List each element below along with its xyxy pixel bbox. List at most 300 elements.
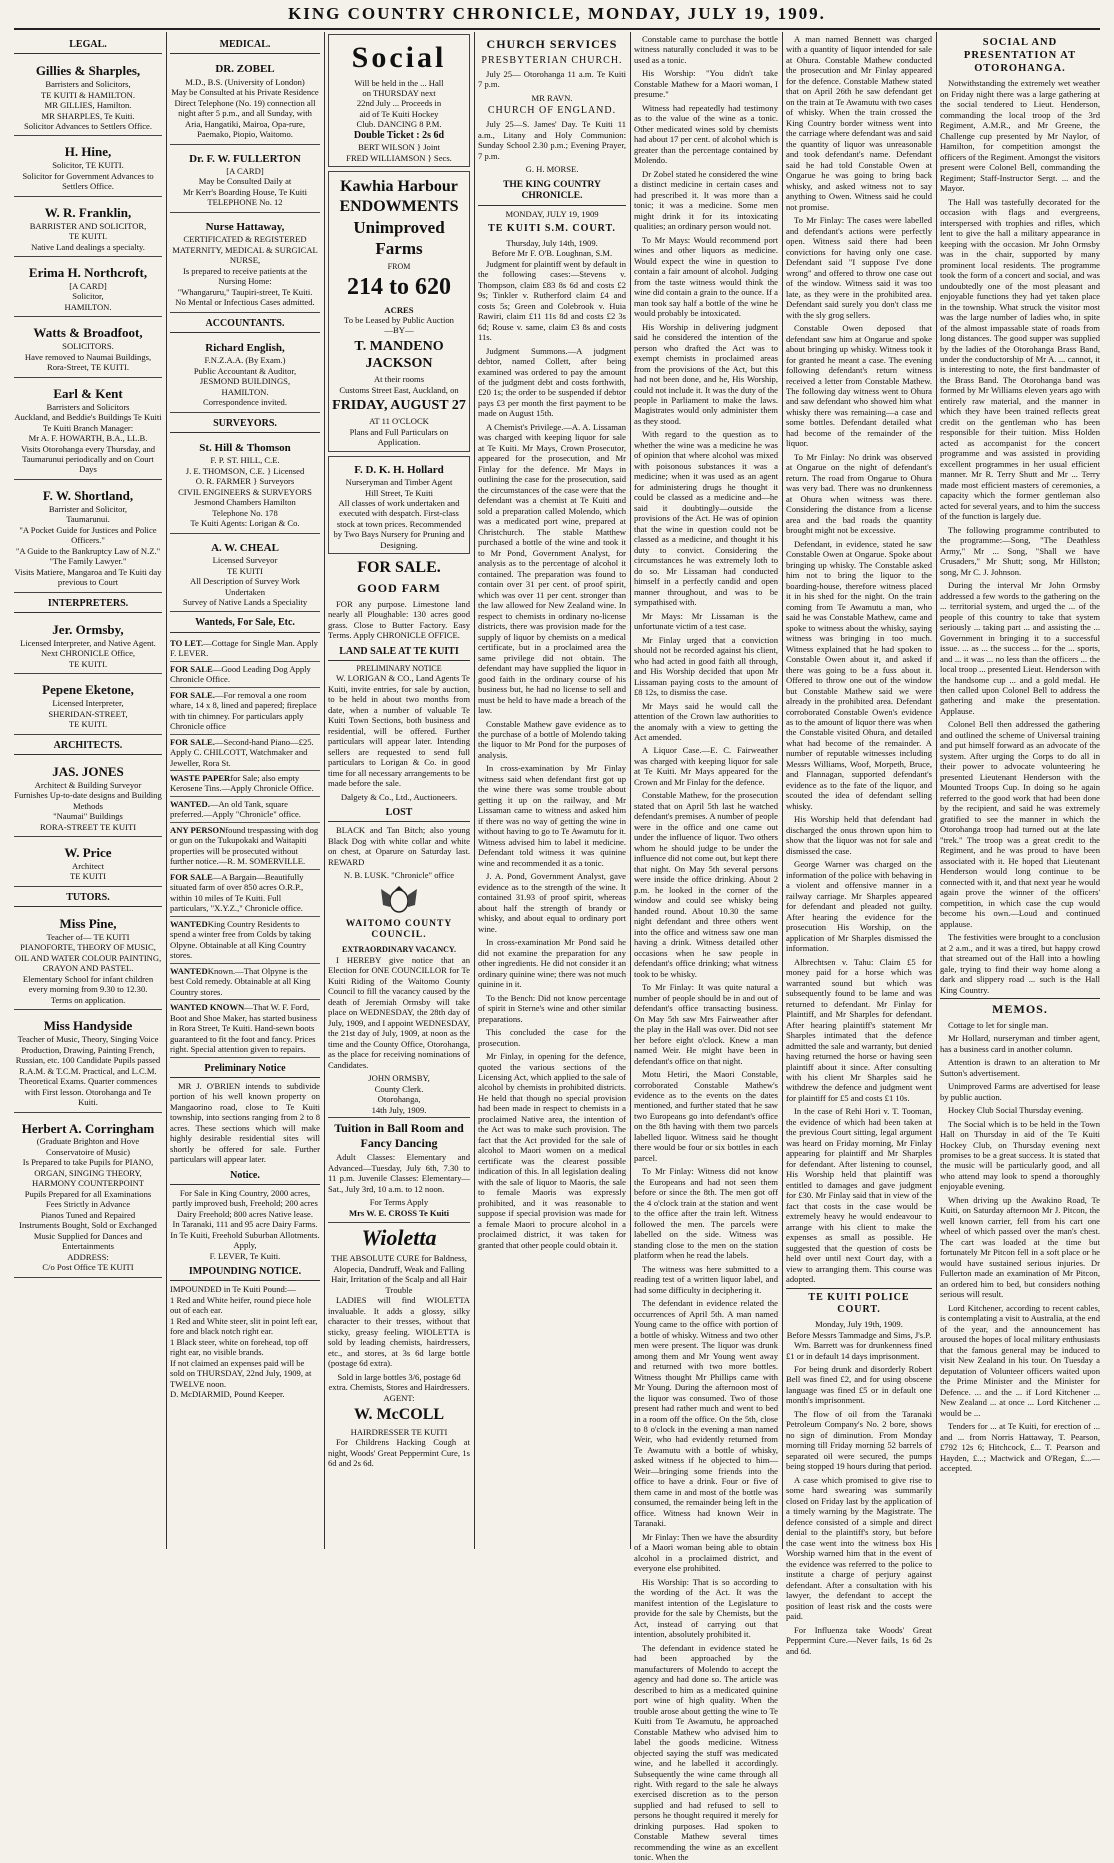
business-card — [14, 199, 162, 257]
classified-ad — [170, 771, 320, 797]
cheal-card — [170, 536, 320, 613]
card-line: TE KUITI — [69, 871, 107, 882]
medical-cards — [170, 57, 320, 312]
acres-range: 214 to 620 — [347, 274, 451, 301]
court-paragraph: Defendant, in evidence, stated he saw Constable Owen at Ongarue. Spoke about bringing up whisky. The Constable asked him not to bring the liquor to the boarding-house, therefore witness placed it in his shed for the night. On the train coming from Te Awamutu a man, who said he was Constable Mathew, came and spoke to witness about the whisky, saying witness was bringing in too much. Witness explained that he had spoken to Constable Owen about it, and asked if there was going to be a fuss about it. Offered to throw one out of the window but Constable Mathew said we were already in the prohibited area. Defendant corroborated Constable Owen's evidence as to the amount of liquor there was when the Constable visited Ohura, and detailed what had become of the remainder. A number of reputable witnesses including Messrs Williams, Woof, Morpeth, Bruce, and Flannagan, supported defendant's evidence as to the fate of the liquor, and scouted the idea of defendant selling whisky. — [786, 538, 932, 811]
ad-lead: FOR SALE. — [170, 736, 215, 747]
memo-paragraph: Mr Hollard, nurseryman and timber agent, has a business card in another column. — [940, 1033, 1100, 1054]
card-name: Pepene Eketone, — [42, 682, 134, 698]
impound-line: D. McDIARMID, Pound Keeper. — [170, 1389, 285, 1400]
card-line: BARRISTER AND SOLICITOR, — [29, 220, 147, 231]
column-church-court — [478, 34, 626, 1549]
land-sale-sign: Dalgety & Co., Ltd., Auctioneers. — [340, 791, 458, 802]
court-paragraph: Mr Finlay urged that a conviction should not be recorded against his client, who had acted in good faith all through, and His Worship decided that upon Mr Lissaman paying costs to the amount of £8 12s, to dismiss the case. — [634, 634, 778, 698]
classified-ad — [170, 636, 320, 662]
classified-ads — [170, 636, 320, 1058]
card-line: Survey of Native Lands a Speciality — [182, 596, 308, 607]
architect-cards — [14, 758, 162, 887]
card-line: Te Kuiti Agents: Lorigan & Co. — [190, 518, 300, 529]
vacancy-sign-line: County Clerk. — [374, 1083, 424, 1094]
hollard-ad — [328, 456, 470, 555]
ad-lead: TO LET. — [170, 637, 204, 648]
card-line: Visits Otorohanga every Thursday, and Taumarunui periodically and on Court Days — [20, 443, 156, 475]
court-paragraph: George Warner was charged on the information of the police with behaving in a violent and offensive manner in a railway carriage. Mr Sharples appeared for defendant and pleaded not guilty. After hearing the evidence for the prosecution His Worship, on the application of Mr Sharples dismissed the information. — [786, 859, 932, 954]
royal-crest-icon — [328, 885, 470, 915]
court-paragraph: Judgment for plaintiff went by default in the following cases:—Stevens v. Thompson, claim £83 8s 6d and costs £2 9s; Tinkler v. Rutherford claim £4 and costs 5s; Green and Colebrook v. Huia Rawiri, claim £11 11s 8d and costs £2 3s 6d; Rouse v. same, claim £3 8s and costs 11s. — [478, 258, 626, 343]
lost-text: BLACK and Tan Bitch; also young Black Dog with white collar and white on chest, at Oparure on Saturday last. REWARD — [328, 825, 470, 867]
column-legal — [14, 34, 162, 1549]
notice-line: In Te Kuiti, Freehold Suburban Allotments. — [170, 1229, 320, 1240]
card-line: Licensed Surveyor — [212, 555, 278, 566]
memo-paragraph: Lord Kitchener, according to recent cables, is contemplating a visit to Australia, at the end of the year, and the announcement has aroused the hopes of local military enthusiasts that the famous general may be induced to visit New Zealand in his tour. On Tuesday a deputation of Volunteer officers waited upon the Prime Minister and the Minister for Defence. ... and the ... if Lord Kitchener ... New Zealand ... at once ... Lord Kitchener ... would be ... — [940, 1302, 1100, 1418]
column-court-police — [786, 34, 932, 1656]
business-card — [170, 215, 320, 313]
card-line: Terms on application. — [50, 994, 126, 1005]
card-line: TE KUITI & HAMILTON. — [40, 89, 136, 100]
memos-list — [940, 1020, 1100, 1474]
tutor-cards — [14, 910, 162, 1278]
card-line: All Description of Survey Work Undertaken — [190, 576, 300, 597]
section-heading-interpreters: INTERPRETERS. — [14, 596, 162, 613]
court-paragraph: Mr Finlay, in opening for the defence, quoted the various sections of the Licensing Act, which applied to the sale of alcohol by chemists in prohibited districts. He held that though no special provision had been made in respect to chemists in a proclaimed Native area, the intention of the Act was to make such provision. The fact that the Act provided for the sale of alcohol to Maori women on a medical certificate was the clearest possible indication of this. In all legislation dealing with the sale of liquor to Maoris, the sale to female Maoris was expressly prohibited, and it was reasonable to suppose if special provision was made for a female Maori to procure alcohol in a proclaimed district, it was taken for granted that other people could obtain it. — [478, 1051, 626, 1250]
card-line: Barristers and Solicitors, — [45, 79, 131, 90]
section-heading-accountants: ACCOUNTANTS. — [170, 316, 320, 333]
court-paragraph: Judgment Summons.—A judgment debtor, named Collett, after being examined was ordered to pay the amount of the judgment debt and costs forthwith, £20 1s; the order to be suspended if debtor pays £3 per month the first payment to be made on August 15th. — [478, 345, 626, 419]
church-of-england-heading: CHURCH OF ENGLAND. — [487, 105, 617, 117]
card-line: JESMOND BUILDINGS, — [199, 376, 291, 387]
card-line: Music Supplied for Dances and Entertainments — [33, 1230, 143, 1252]
classified-ad — [170, 797, 320, 823]
card-line: Licensed Interpreter, — [52, 698, 124, 709]
wioletta-subheading: THE ABSOLUTE CURE for Baldness, Alopecia, Dandruff, Weak and Falling Hair, Irritation of the Scalp and all Hair Trouble — [331, 1253, 467, 1295]
ad-lead: FOR SALE. — [170, 689, 215, 700]
card-line: TELEPHONE No. 12 — [207, 197, 283, 208]
card-line: MATERNITY, MEDICAL & SURGICAL NURSE, — [172, 244, 318, 266]
business-card — [14, 138, 162, 196]
card-line: [A CARD] — [226, 165, 264, 176]
ad-text: found trespassing with dog or gun on the Tukupokaki and Waitapiti properties will be prosecuted without further notice.—R. M. SOMERVILLE. — [170, 824, 319, 867]
for-sale-heading: FOR SALE. — [357, 559, 441, 577]
column-divider — [324, 32, 325, 1549]
social-ad — [328, 34, 470, 167]
ad-text: —Good Leading Dog Apply Chronicle Office. — [170, 663, 311, 685]
ad-text: —Second-hand Piano—£25. Apply C. CHILCOTT, Watchmaker and Jeweller, Rora St. — [170, 736, 314, 768]
church-of-england-sign: G. H. MORSE. — [525, 164, 579, 175]
ad-lead: WANTED — [170, 918, 208, 929]
card-line: J. E. THOMSON, C.E. } Licensed — [185, 465, 305, 476]
preliminary-notice-text: MR J. O'BRIEN intends to subdivide portion of his well known property on Mangaorino road, close to Te Kuiti township, into sections ranging from 2 to 8 acres. These sections which will make highly desirable residential sites will shortly be offered for sale. Further particulars will appear later. — [170, 1080, 320, 1165]
land-sale-heading: LAND SALE AT TE KUITI — [328, 644, 470, 661]
card-line: (Graduate Brighton and Hove Conservatoire of Music) — [36, 1136, 140, 1157]
auction-address: Customs Street East, Auckland, on — [339, 384, 459, 395]
classified-ad — [170, 662, 320, 688]
acres-label: ACRES — [384, 304, 414, 315]
memo-paragraph: When driving up the Awakino Road, Te Kuiti, on Saturday afternoon Mr J. Pitcon, the well known carrier, fell from his cart one wheel of which passed over the man's chest. The cart was loaded at the time but fortunately Mr Pitcon fell in a soft place or he would have sustained serious injuries. Dr Fullerton made an examination of Mr Pitcon, an ordered him to bed, but considers nothing serious will result. — [940, 1194, 1100, 1300]
council-heading: WAITOMO COUNTY COUNCIL. — [345, 918, 453, 941]
agent-label: AGENT: — [383, 1392, 415, 1403]
card-name: W. Price — [64, 844, 112, 860]
section-heading-architects: ARCHITECTS. — [14, 738, 162, 755]
card-line: Jesmond Chambers Hamilton — [194, 497, 296, 508]
card-name: Gillies & Sharples, — [35, 63, 141, 79]
court-paragraph: In the case of Rehi Hori v. T. Tooman, the evidence of which had been taken at the previous Court sitting, legal argument was heard on Friday morning, Mr Finlay appearing for plaintiff and Mr Sharples for defendant. After listening to counsel, His Worship held that plaintiff was entitled to damages and gave judgment for £30. Mr Finlay said that in view of the fact that costs in the case would be extremely heavy he would endeavour to arrange with his client to make the expenses as small as possible. He suggested that the question of costs be held over until next Court day, with a view to arranging them. This course was adopted. — [786, 1106, 932, 1285]
court-paragraph: Mr Mays: Mr Lissaman is the unfortunate victim of a test case. — [634, 610, 778, 632]
card-line: TE KUITI. — [68, 231, 108, 242]
court-report-continued — [634, 34, 778, 1863]
ad-text: Known.—That Olpyne is the best Cold remedy. Obtainable at all King Country stores. — [170, 965, 311, 997]
section-heading-notice: Notice. — [170, 1168, 320, 1185]
section-heading-surveyors: SURVEYORS. — [170, 416, 320, 433]
auction-time: AT 11 O'CLOCK — [369, 416, 429, 427]
vacancy-text: I HEREBY give notice that an Election for ONE COUNCILLOR for Te Kuiti Riding of the Waitomo County Council to fill the vacancy caused by the death of Jeremiah Ormsby will take place on WEDNESDAY, the 28th day of July, 1909, and I appoint WEDNESDAY, the 21st day of July, 1909, at noon as the time and the County Office, Otorohanga, as the place for receiving nominations of Candidates. — [328, 954, 470, 1070]
kawhia-title: Kawhia Harbour ENDOWMENTS — [339, 178, 459, 215]
social-report — [940, 78, 1100, 995]
section-heading-tutors: TUTORS. — [14, 890, 162, 907]
business-card — [14, 910, 162, 1010]
memo-paragraph: The Social which is to be held in the Town Hall on Thursday in aid of the Te Kuiti Hockey Club, on Thursday evening next promises to be a great success. It is stated that the music will be particularly good, and all who attend may look to spend a thoroughly enjoyable evening. — [940, 1118, 1100, 1192]
card-line: Solicitor, TE KUITI. — [52, 160, 124, 171]
card-line: Barrister and Solicitor, — [48, 503, 128, 514]
section-heading-preliminary: Preliminary Notice — [170, 1061, 320, 1078]
ad-text: —An old Tank, square preferred.—Apply "Chronicle" office. — [170, 798, 301, 820]
card-line: Furnishes Up-to-date designs and Building Methods — [14, 790, 162, 811]
notice-line: In Taranaki, 111 and 95 acre Dairy Farms. — [172, 1219, 318, 1230]
business-card — [14, 676, 162, 734]
oil-and-misc-paras — [786, 1409, 932, 1656]
card-name: DR. ZOBEL — [215, 63, 275, 76]
card-line: HAMILTON. — [64, 301, 112, 312]
classified-ad — [170, 917, 320, 964]
court-paragraph: The defendant in evidence stated he had been approached by the manufacturers of Molendo to accept the agency and had done so. The article was described to him as a medicated quinine port wine of high quality. When the trouble arose about getting the wine to Te Kuiti from Te Awamutu, he approached Constable Mathew who advised him to label the goods medicine. Witness objected saying the stuff was medicated wine, and he labelled it accordingly. Subsequently the wine came through all right. With regard to the sale he always exercised discretion as to the person supplied and had refused to sell to persons he thought required it merely for drinking purposes. Had spoken to Constable Mathew several times recommending the wine as an excellent tonic. When the — [634, 1642, 778, 1863]
vacancy-sign-line: JOHN ORMSBY, — [368, 1073, 430, 1084]
card-line: TE KUITI. — [68, 658, 108, 669]
card-line: TE KUITI — [226, 565, 264, 576]
card-line: Visits Matiere, Mangaroa and Te Kuiti day previous to Court — [14, 566, 162, 588]
police-paragraph: For being drunk and disorderly Robert Bell was fined £2, and for using obscene language was fined £5 or in default one month's imprisonment. — [786, 1363, 932, 1406]
masthead-rule — [14, 28, 1100, 30]
plans-line: Plans and Full Particulars on Application. — [349, 426, 449, 448]
police-court-heading: TE KUITI POLICE COURT. — [786, 1288, 932, 1316]
card-line: Direct Telephone (No. 19) connection all night after 5 p.m., and all Sunday, with Aria, Hangatiki, Mairoa, Opa-rure, Paemako, Piopio, Waitomo. — [174, 97, 316, 140]
court-paragraph: To Mr Mays: Would recommend port wines and other liquors as medicine. Would expect the wine in question to contain a fair amount of alcohol. Judging from the taste witness would think the wine did contain a grain to the ounce. If a man took say half a bottle of the wine he would probably be intoxicated. — [634, 234, 778, 319]
ad-text: for Sale; also empty Kerosene Tins.—Apply Chronicle Office. — [170, 772, 314, 794]
card-line: "The Family Lawyer." — [49, 556, 127, 567]
social-paragraph: During the interval Mr John Ormsby addressed a few words to the gathering on the ... territorial system, and urged the ... of the people of this country to take that system seriously ... taking part ... and assisting the ... Government in bringing it to a successful issue. ... as ... the success ... for the ... sports, and ... it was ... no less than the officers ... the local troop ... presented Lieut. Henderson with the handsome cup ... and a gold medal. He then called upon Colonel Bell to address the gathering and make the presentation. Applause. — [940, 580, 1100, 716]
card-name: Watts & Broadfoot, — [33, 325, 143, 341]
section-heading-wanteds: Wanteds, For Sale, Etc. — [170, 615, 320, 632]
social-line: Will be held in the ... Hall — [354, 77, 444, 88]
impound-line: 1 Red and White heifer, round piece hole out of each ear. — [170, 1294, 312, 1316]
court-paragraph: A Chemist's Privilege.—A. A. Lissaman was charged with keeping liquor for sale at Te Kuiti. Mr Mays, Crown Prosecutor, appeared for the prosecution, and Mr Finlay for the defence. Mr Mays in outlining the case for the prosecution, said the circumstances of the case were that the defendant was a chemist at Te Kuiti and sold a preparation called Molendo, which was a medicated port wine, prepared at Christchurch. The stable Matthew purchased a bottle of the wine and took it to Mr Pond, Government Analyst, for analysis as to the percentage of alcohol it contained. The preparation was found to contain over 31 per cent. of proof spirit, which was over 11 per cent. stronger than the law allowed for New Zealand wine. In respect to chemists in ordinary no-license districts, there was provision made for the supply of liquor by chemists on a medical certificate, but in a proclaimed area the same privilege did not obtain. The defendant may have supplied the liquor in good faith in the ordinary course of his business but, he had no license to sell and must be held to have made a breach of the law. — [478, 421, 626, 716]
ad-text: —For removal a one room whare, 14 x 8, lined and papered; fireplace with tin chimney. For particulars apply Chronicle office — [170, 689, 317, 732]
court-paragraph: Constable Mathew, for the prosecution stated that on April 5th last he watched defendant's premises. A number of people were in the office and one came out under the influence of liquor. Two others whom he should judge to be under the influence did not come out, but kept there that night. On May 5th several persons were inside the office drinking. About 2 p.m. he looked in the corner of the window and could see whisky being handed round. About 10.30 the same night defendant and three others went into the office and witness saw one man having a drink. Witness detailed other occasions when he saw people in defendant's office drinking; what witness took to be whisky. — [634, 790, 778, 979]
court-paragraph: To the Bench: Did not know percentage of spirit in Sterne's wine and other similar preparations. — [478, 992, 626, 1024]
card-line: Instruments Bought, Sold or Exchanged — [19, 1220, 157, 1231]
vacancy-heading: EXTRAORDINARY VACANCY. — [342, 945, 456, 955]
card-line: C/o Post Office TE KUITI — [42, 1262, 134, 1273]
card-name: Herbert A. Corringham — [21, 1120, 155, 1136]
wioletta-text: LADIES will find WIOLETTA invaluable. It adds a glossy, silky character to their tresses, without that sticky, greasy feeling. WIOLETTA is sold by leading chemists, hairdressers, etc., and stores, at 3s 6d large bottle (postage 6d extra). — [328, 1295, 470, 1369]
court-paragraph: Albrechtsen v. Tahu: Claim £5 for money paid for a horse which was warranted sound but which was subsequently found to be lame and was returned to defendant. Mr Finlay for Plaintiff, and Mr Sharples for defendant. After hearing plaintiff's statement Mr Sharples intimated that the defence admitted the sale and warranty, but denied having returned the horse or having seen plaintiff about it since. After consulting with his client Mr Sharples said he withdrew the defence and judgment went for plaintiff for £5 and costs £1 10s. — [786, 956, 932, 1103]
card-line: Correspondence invited. — [202, 397, 287, 408]
land-sale-text: W. LORIGAN & CO., Land Agents Te Kuiti, invite entries, for sale by auction, to be held in about two months from date, when a number of valuable Te Kuiti Town Sections, both business and residential, will be offered. Further particulars will appear later. Intending sellers are requested to send full particulars to Lorigan & Co. in good time for all necessary arrangements to be made before the sale. — [328, 673, 470, 789]
kawhia-ad — [328, 171, 470, 452]
paper-date: MONDAY, JULY 19, 1909 — [505, 209, 599, 220]
section-heading-legal: LEGAL. — [14, 37, 162, 54]
column-court-continued — [634, 34, 778, 1863]
section-heading-medical: MEDICAL. — [170, 37, 320, 54]
card-line: Taumarunui. — [66, 514, 110, 525]
card-line: Solicitor, — [72, 291, 104, 302]
social-paragraph: The following programme contributed to the programme:—Song, "The Deathless Army," Mr ... Song, "Shall we have Crusaders," Mr Shutt; song, Mr Hillston; song, Mr C. J. Johnson. — [940, 524, 1100, 577]
social-paragraph: Notwithstanding the extremely wet weather on Friday night there was a large gathering at the social tendered to Lieut. Henderson, commanding the local troop of the 3rd Regiment, A.M.R., and Mr Greene, the Challenge cup presented by Mr Naylor, of Hamilton, for competition amongst the officers of the Regiment. Amongst the visitors present were Colonel Bell, commanding the Regiment; Staff-Instructor Sergt. ... and the Mayor. — [940, 78, 1100, 194]
card-name: A. W. CHEAL — [211, 541, 279, 554]
card-name: F. W. Shortland, — [42, 487, 134, 503]
column-social-memos — [940, 34, 1100, 1549]
card-line: SOLICITORS. — [62, 341, 114, 352]
court-paragraph: A Liquor Case.—E. C. Fairweather was charged with keeping liquor for sale at Te Kuiti. Mr Mays appeared for the Crown and Mr Finlay for the defence. — [634, 745, 778, 787]
news-paragraph: For Influenza take Woods' Great Peppermint Cure.—Never fails, 1s 6d 2s and 6d. — [786, 1624, 932, 1656]
interpreter-cards — [14, 616, 162, 735]
business-card — [14, 839, 162, 887]
card-name: W. R. Franklin, — [44, 204, 132, 220]
double-ticket: Double Ticket : 2s 6d — [353, 129, 445, 141]
card-line: "Naumai" Buildings — [53, 811, 123, 822]
card-line: Elementary School for infant children every morning from 9.30 to 12.30. — [22, 973, 154, 995]
lease-by: To be Leased by Public Auction — [344, 315, 454, 325]
card-line: Next CHRONICLE Office, — [40, 648, 136, 659]
business-card — [14, 380, 162, 480]
mccoll-line: HAIRDRESSER TE KUITI — [350, 1426, 448, 1437]
wioletta-sold: Sold in large bottles 3/6, postage 6d extra. Chemists, Stores and Hairdressers. — [328, 1371, 470, 1393]
card-line: ADDRESS: — [67, 1251, 109, 1262]
vacancy-sign — [328, 1073, 470, 1115]
card-line: TE KUITI. — [68, 719, 108, 730]
ad-text: King Country Residents to spend a winter free from Colds by taking Olpyne. Obtainable at all King Country stores. — [170, 918, 312, 961]
social-lines — [332, 78, 466, 130]
impound-line: IMPOUNDED in Te Kuiti Pound:— — [170, 1284, 296, 1295]
hollard-line: Nurseryman and Timber Agent — [345, 477, 453, 488]
memo-paragraph: Unimproved Farms are advertised for lease by public auction. — [940, 1081, 1100, 1102]
tuition-heading: Tuition in Ball Room and Fancy Dancing — [328, 1117, 470, 1150]
lost-sign: N. B. LUSK. "Chronicle" office — [343, 870, 455, 881]
card-line: Auckland, and Beddie's Buildings Te Kuiti — [14, 412, 162, 423]
card-line: F.N.Z.A.A. (By Exam.) — [204, 355, 286, 366]
business-card — [14, 616, 162, 674]
classified-ad — [170, 823, 320, 870]
presbyterian-text: July 25— Otorohanga 11 a.m. Te Kuiti 7 p.m. — [478, 68, 626, 90]
card-name: Dr. F. W. FULLERTON — [189, 152, 301, 165]
card-line: Teacher of Music, Theory, Singing Voice Production, Drawing, Painting French, Russian, etc. 100 Candidate Pupils passed R.A.M. & T.C.M. Practical, and L.C.M. Theoretical Exams. Quarter commences with First lesson. Otorohanga and Te Kuiti. — [15, 1034, 161, 1108]
hollard-line: Hill Street, Te Kuiti — [365, 487, 433, 498]
classified-ad — [170, 870, 320, 917]
card-line: Pianos Tuned and Repaired — [40, 1209, 136, 1220]
column-display-ads — [328, 34, 470, 1549]
ad-lead: ANY PERSON — [170, 824, 226, 835]
card-name: Miss Pine, — [59, 916, 117, 931]
social-line: on THURSDAY next — [362, 87, 436, 98]
card-line: "A Pocket Guide for Justices and Police Officers." — [19, 524, 157, 546]
social-secretaries — [332, 142, 466, 163]
card-line: Te Kuiti Branch Manager: — [42, 422, 134, 433]
court-cases — [786, 34, 932, 1285]
classified-ad — [170, 735, 320, 771]
card-line: Rora-Street, TE KUITI. — [47, 362, 129, 373]
card-name: Jer. Ormsby, — [52, 621, 124, 637]
impound-line: 1 Black steer, white on forehead, top off right ear, no visible brands. — [170, 1336, 309, 1358]
court-paragraph: His Worship: That is so according to the wording of the Act. It was the manifest intention of the Legislature to provide for the sale by Chemists, but the Act, instead of carrying out that intention, absolutely prohibited it. — [634, 1576, 778, 1640]
hollard-line: All classes of work undertaken and executed with despatch. First-class stock at town prices. Recommended by Two Bays Nursery for Pruning and Designing. — [333, 498, 465, 550]
ad-lead: WASTE PAPER — [170, 772, 231, 783]
card-line: CIVIL ENGINEERS & SURVEYORS — [178, 486, 312, 497]
tuition-sign: Mrs W. E. CROSS Te Kuiti — [348, 1207, 450, 1218]
court-paragraph: A man named Bennett was charged with a quantity of liquor intended for sale at Ohura. Constable Mathew conducted the prosecution and Mr Finlay appeared for the defence. Constable Mathew stated that on April 26th he saw defendant get on the train at Te Awamutu with two cases of whisky. When the train crossed the King Country border witness went into the carriage where defendant was and said the quantity of liquor was unreasonable and took defendant's name. Defendant said he had told Constable Owen at Ongarue he was going to bring back whisky, and asked witness not to say anything to Owen. Witness said he could not promise. — [786, 34, 932, 212]
court-paragraph: Constable Owen deposed that defendant saw him at Ongarue and spoke about bringing up whisky. Witness took it for granted he meant a case. The evening following defendant's return witness received a letter from Constable Mathew. The following day witness went to Ohura and saw defendant who showed him what whisky there was remaining—a case and some bottles. Defendant detailed what had become of the remainder of the liquor. — [786, 323, 932, 449]
card-line: No Mental or Infectious Cases admitted. — [175, 297, 315, 308]
social-presentation-heading: SOCIAL AND PRESENTATION AT OTOROHANGA. — [963, 37, 1077, 74]
card-line: May be Consulted at his Private Residence — [171, 87, 319, 98]
business-card — [170, 536, 320, 613]
card-line: Fees Strictly in Advance — [45, 1199, 131, 1210]
cough-ad: For Childrens Hacking Cough at night, Woods' Great Peppermint Cure, 1s 6d and 2s 6d. — [328, 1437, 470, 1469]
court-paragraph: To Mr Finlay: It was quite natural a number of people should be in and out of defendant's office transacting business. On May 5th saw Mrs Fairweather after the play in the Hall was over. Did not see her before eight o'clock. Knew a man named Weir. He might have been in defendant's office on that night. — [634, 982, 778, 1066]
ad-text: —A Bargain—Beautifully situated farm of over 850 acres O.R.P., within 10 miles of Te Kuiti. Full particulars, "X.Y.Z.," Chronicle office. — [170, 871, 304, 914]
column-divider — [782, 32, 783, 1549]
ad-text: —Cottage for Single Man. Apply F. LEVER. — [170, 637, 318, 659]
court-paragraph: Witness had repeatedly had testimony as to the value of the wine as a tonic. Other medicated wines sold by chemists had about 17 per cent. of alcohol which is greater than the percentage contained by Molendo. — [634, 102, 778, 166]
memo-paragraph: Attention is drawn to an alteration to Mr Sutton's advertisement. — [940, 1057, 1100, 1078]
card-line: Telephone No. 178 — [212, 507, 278, 518]
column-divider — [630, 32, 631, 1549]
card-line: Is prepared to receive patients at the Nursing Home: — [182, 265, 308, 287]
court-paragraph: To Mr Finlay: Witness did not know the Europeans and had not seen them before or since the 8th. The men got off the 4 o'clock train at the station and went to the office after the train left. Witness followed the men. The parcels were labelled on the side. Witness was standing close to the men on the station platform when he read the labels. — [634, 1166, 778, 1261]
court-heading: TE KUITI S.M. COURT. — [488, 222, 616, 234]
card-line: SHERIDAN-STREET, — [48, 708, 128, 719]
mccoll-name: W. McCOLL — [353, 1406, 445, 1424]
court-before: Before Mr F. O'B. Loughnan, S.M. — [491, 248, 613, 259]
business-card — [14, 319, 162, 377]
card-line: "A Guide to the Bankruptcy Law of N.Z." — [15, 545, 161, 556]
court-paragraph: Constable came to purchase the bottle witness naturally concluded it was to be used as a tonic. — [634, 34, 778, 65]
column-divider — [936, 32, 937, 1549]
card-line: RORA-STREET TE KUITI — [39, 821, 137, 832]
card-name: Richard English, — [205, 341, 285, 354]
memo-paragraph: Hockey Club Social Thursday evening. — [948, 1105, 1084, 1116]
ad-lead: FOR SALE — [170, 871, 213, 882]
court-paragraph: His Worship: "You didn't take Constable Mathew for a Maori woman, I presume." — [634, 68, 778, 100]
court-paragraph: His Worship in delivering judgment said he considered the intention of the person who drafted the Act was to exempt chemists in proclaimed areas from the provisions of the Act, but this had not been done, and he, His Worship, could not include it. It was the duty of the people in Parliament to make the laws. Magistrates would only administer them as they stood. — [634, 321, 778, 426]
lost-heading: LOST — [328, 805, 470, 822]
card-name: Miss Handyside — [43, 1018, 133, 1034]
business-card — [170, 436, 320, 534]
church-services-heading: CHURCH SERVICES — [486, 37, 618, 51]
card-line: CERTIFICATED & REGISTERED — [183, 234, 307, 245]
social-paragraph: Colonel Bell then addressed the gathering and outlined the scheme of Universal training and put himself forward as an advocate of the system. After urging the Corps to do all in their power to advocate volunteering he presented Lieutenant Henderson with the Mounted Troops Cup. In doing so he again referred to the good work that had been done by the recipient, and said he was extremely gratified to see the manner in which the Otorohanga troop had turned out at the late "trek." The troop was a great credit to the Regiment, and he was proud to have been associated with it. He hoped that Lieutenant Henderson would long continue to be connected with it, and that next year he would again prove the winner of the officers' competition, in which case the cup would become his own.—Loud and continued applause. — [940, 719, 1100, 929]
card-line: Teacher of— TE KUITI — [46, 931, 130, 942]
unimproved-farms: Unimproved Farms — [353, 218, 445, 258]
social-line: 22nd July ... Proceeds in — [356, 98, 442, 109]
social-paragraph: The Hall was tastefully decorated for the occasion with flags and evergreens, interspersed with trophies and rifles, which lent to give the hall a military appearance in keeping with the occasion. Mr John Ormsby was in the chair, supported by many prominent local residents. The programme took the form of a concert and social, and was undoubtedly one of the most pleasant and enjoyable functions they had yet taken place in the township. What struck the visitor most was the large number of ladies who, in spite of the almost impassable state of roads from long distances. The good supper was supplied by the ladies of the Otorohanga Brass Band, under the conductorship of Mr A. ... cannot, it is interesting to note, the first bandmaster of the Brass Band. The Otorohanga band was formed by Mr Williams eleven years ago with entirely raw material, and the manner in which they have been trained reflects great credit on the gentleman who has been responsible for their tuition. Miss Holden acted as accompanist for the concert programme and was assisted in providing excellent programmes in her usual efficient manner. Mr R. Terry Shutt and Mr ... Terry made most efficient masters of ceremonies, a capacity which the former gentleman also acted for several years, and to him the success of the function is largely due. — [940, 196, 1100, 522]
card-line: Architect & Building Surveyor — [34, 779, 142, 790]
column-medical — [170, 34, 320, 1549]
business-card — [170, 57, 320, 144]
hollard-name: F. D. K. H. Hollard — [354, 463, 444, 476]
land-sale-subheading: PRELIMINARY NOTICE — [356, 663, 442, 673]
social-paragraph: The festivities were brought to a conclusion at 2 a.m., and it was a tired, but happy crowd that streamed out of the Hall into a howling gale, trying to find their way home along a dark and slippery road ... such is the Hall King Country. — [940, 932, 1100, 995]
paper-title: THE KING COUNTRY CHRONICLE. — [478, 178, 626, 206]
ad-lead: WANTED. — [170, 798, 210, 809]
card-line: O. R. FARMER } Surveyors — [195, 476, 295, 487]
news-paragraph: The flow of oil from the Taranaki Petroleum Company's No. 2 bore, shows no sign of diminution. From Monday morning till Friday morning 52 barrels of separated oil were secured, the pumps being stopped 19 hours during that period. — [786, 1408, 932, 1472]
vacancy-sign-line: Otorohanga, — [377, 1094, 421, 1105]
good-farm-heading: GOOD FARM — [357, 580, 441, 595]
court-paragraph: This concluded the case for the prosecution. — [478, 1027, 626, 1048]
good-farm-text: FOR any purpose. Limestone land nearly all Ploughable: 130 acres good grass. Close to Butter Factory. Easy Terms. Apply CHRONICLE OFFICE. — [328, 598, 470, 641]
card-line: Mr A. F. HOWARTH, B.A., LL.B. — [28, 433, 148, 444]
card-line: [A CARD] — [69, 280, 107, 291]
police-court-cases — [786, 1340, 932, 1406]
business-card — [14, 57, 162, 136]
card-line: Have removed to Naumai Buildings, — [24, 351, 152, 362]
impound-lines — [170, 1284, 320, 1399]
card-line: Pupils Prepared for all Examinations — [24, 1188, 152, 1199]
memo-paragraph: Tenders for ... at Te Kuiti, for erection of ... and ... from Norris Hattaway, T. Pearson, £792 12s 6; Hitchcock, £... T. Pearson and Hayden, £...; Mactwick and O'Regan, £...—accepted. — [940, 1421, 1100, 1474]
card-line: F. P. ST. HILL, C.E. — [210, 455, 280, 466]
card-name: Erima H. Northcroft, — [28, 265, 148, 281]
card-name: St. Hill & Thomson — [199, 441, 291, 454]
presbyterian-heading: PRESBYTERIAN CHURCH. — [481, 54, 623, 66]
tuition-text: Adult Classes: Elementary and Advanced—Tuesday, July 6th, 7.30 to 11 p.m. Juvenile Classes: Elementary—Sat., July 3rd, 10 a.m. to 12 noon. — [328, 1152, 470, 1194]
court-paragraph: The witness was here submitted to a reading test of a written liquor label, and had some difficulty in deciphering it. — [634, 1263, 778, 1295]
police-court-before: Before Messrs Tammadge and Sims, J's.P. — [786, 1329, 932, 1340]
by-label: —BY— — [384, 325, 414, 336]
court-paragraph: In cross-examination by Mr Finlay witness said when defendant first got up the wine there was some trouble about getting it up on the railway, and Mr Lissaman came to witness and asked him if there was no way of getting the wine in without having to go to Te Awamutu for it. Witness advised him to label it medicine. Defendant told witness it was quinine wine and recommended it as a tonic. — [478, 763, 626, 868]
presbyterian-sign: MR RAVN. — [531, 92, 573, 103]
card-line: "Whangaruru," Taupiri-street, Te Kuiti. — [177, 286, 313, 297]
court-paragraph: Dr Zobel stated he considered the wine a distinct medicine in certain cases and had prescribed it. It was more than a tonic; it was a medicine. Some men might drink it for its intoxicating qualities; an ordinary person would not. — [634, 168, 778, 232]
classified-ad — [170, 964, 320, 1000]
from-label: FROM — [387, 261, 411, 271]
classified-ad — [170, 688, 320, 735]
court-paragraph: To Mr Finlay: No drink was observed at Ongarue on the night of defendant's return. The road from Ongarue to Ohura was very bad. There was no drunkenness at Ohura when witness was there. Considering the distance from a license area and the bad roads the quantity brought might not be excessive. — [786, 451, 932, 536]
social-title: Social — [351, 41, 447, 74]
social-secretary: FRED WILLIAMSON } Secs. — [346, 152, 452, 163]
impound-line: 1 Red and White steer, slit in point left ear, fore and black notch right ear. — [170, 1315, 318, 1337]
social-line: Club. DANCING 8 P.M. — [356, 119, 442, 130]
vacancy-sign-line: 14th July, 1909. — [371, 1104, 427, 1115]
section-heading-impounding: IMPOUNDING NOTICE. — [170, 1264, 320, 1281]
card-line: M.D., B.S. (University of London) — [185, 76, 305, 87]
court-paragraph: Motu Hetiri, the Maori Constable, corroborated Constable Mathew's evidence as to the events on the dates mentioned, and further stated that he saw two Europeans go into defendant's office on the 8th having with them two parcels labelled liquor. Witness said he thought there would be four or six bottles in each parcel. — [634, 1069, 778, 1163]
accountant-card — [170, 336, 320, 413]
news-paragraph: A case which promised to give rise to some hard swearing was summarily closed on Friday last by the application of a timely warning by the Magistrate. The defence consisted of a simple and direct denial to the plaintiff's story, but before the case went into the witness box His Worship warned him that in the event of the evidence was referred to the police to institute a charge of perjury against defendant. After a consultation with his lawyer, the defendant to accept the position of least risk and the costs were paid. — [786, 1474, 932, 1622]
court-paragraph: Constable Mathew gave evidence as to the purchase of a bottle of Molendo taking the liquor to Mr Pond for the purposes of analysis. — [478, 718, 626, 760]
card-line: Is Prepared to take Pupils for PIANO, ORGAN, SINGING THEORY, HARMONY COUNTERPOINT — [22, 1157, 154, 1189]
impound-line: If not claimed an expenses paid will be sold on THURSDAY, 22nd July, 1909, at TWELVE noon. — [170, 1357, 312, 1389]
ad-lead: WANTED KNOWN — [170, 1002, 245, 1013]
wioletta-heading: Wioletta — [328, 1222, 470, 1249]
auction-date: FRIDAY, AUGUST 27 — [332, 398, 466, 414]
social-line: aid of Te Kuiti Hockey — [359, 108, 439, 119]
surveyor-card — [170, 436, 320, 534]
business-card — [14, 259, 162, 317]
card-name: Earl & Kent — [53, 385, 123, 401]
police-court-date: Monday, July 19th, 1909. — [815, 1319, 903, 1330]
church-of-england-text: July 25—S. James' Day. Te Kuiti 11 a.m., Litany and Holy Communion: Sunday School 2.30 p.m.; Evening Prayer, 7 p.m. — [478, 119, 626, 161]
memos-heading: MEMOS. — [940, 998, 1100, 1017]
card-line: Barristers and Solicitors — [46, 401, 130, 412]
column-divider — [474, 32, 475, 1549]
